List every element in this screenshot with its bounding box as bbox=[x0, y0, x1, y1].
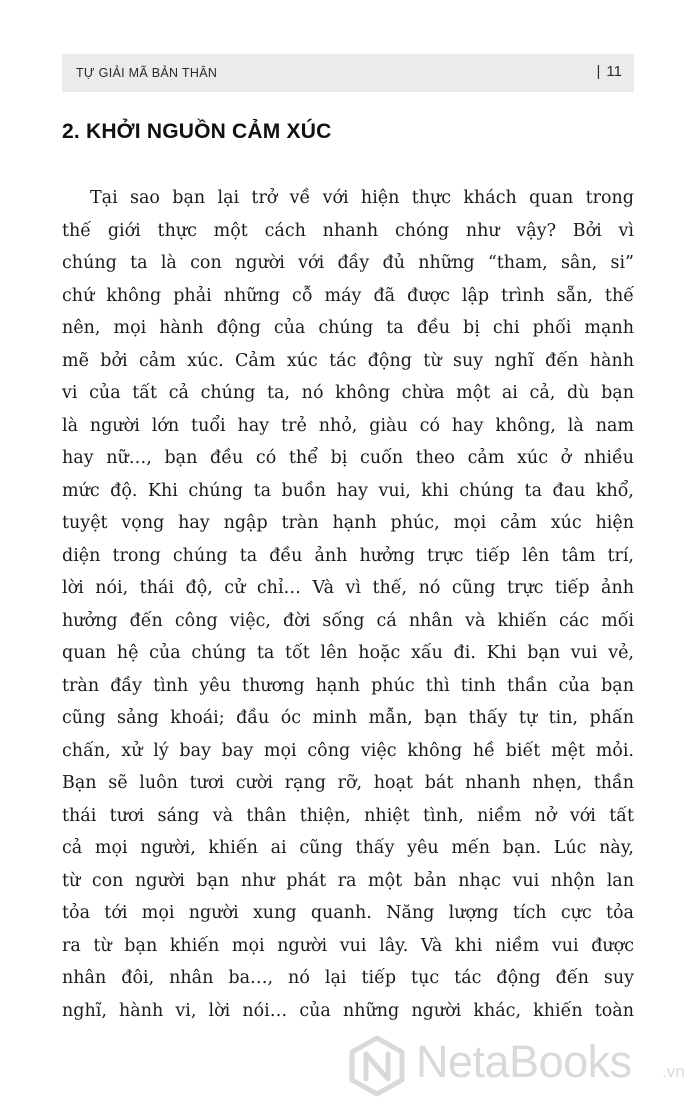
text-line: nên, mọi hành động của chúng ta đều bị chi phối mạnh bbox=[62, 318, 634, 338]
text-line: tuyệt vọng hay ngập tràn hạnh phúc, mọi cảm xúc hiện bbox=[62, 513, 634, 533]
text-line: lời nói, thái độ, cử chỉ… Và vì thế, nó cũng trực tiếp ảnh bbox=[62, 578, 634, 598]
watermark-tld: .vn bbox=[662, 1062, 685, 1081]
text-line: mẽ bởi cảm xúc. Cảm xúc tác động từ suy nghĩ đến hành bbox=[62, 350, 634, 371]
text-line: Bạn sẽ luôn tươi cười rạng rỡ, hoạt bát nhanh nhẹn, thần bbox=[62, 773, 634, 793]
text-line: là người lớn tuổi hay trẻ nhỏ, giàu có hay không, là nam bbox=[62, 415, 634, 436]
text-line: cũng sảng khoái; đầu óc minh mẫn, bạn thấy tự tin, phấn bbox=[62, 708, 634, 728]
header-separator: | bbox=[596, 63, 601, 80]
watermark-brand: NetaBooks bbox=[416, 1036, 632, 1087]
page-number: 11 bbox=[606, 63, 622, 80]
text-line: tràn đầy tình yêu thương hạnh phúc thì tinh thần của bạn bbox=[62, 675, 634, 696]
running-header bbox=[62, 54, 634, 92]
book-title: TỰ GIẢI MÃ BẢN THÂN bbox=[76, 66, 218, 80]
section-title: 2. KHỞI NGUỒN CẢM XÚC bbox=[62, 120, 332, 143]
text-line: chúng ta là con người với đầy đủ những “tham, sân, si” bbox=[62, 253, 634, 273]
text-line: diện trong chúng ta đều ảnh hưởng trực tiếp lên tâm trí, bbox=[62, 545, 634, 566]
text-line: quan hệ của chúng ta tốt lên hoặc xấu đi. Khi bạn vui vẻ, bbox=[62, 643, 634, 663]
text-line: cả mọi người, khiến ai cũng thấy yêu mến bạn. Lúc này, bbox=[62, 838, 634, 858]
text-line: hưởng đến công việc, đời sống cá nhân và khiến các mối bbox=[62, 610, 634, 631]
netabooks-watermark bbox=[346, 1030, 696, 1110]
text-line: nhân đôi, nhân ba…, nó lại tiếp tục tác động đến suy bbox=[62, 968, 634, 988]
page-number-block bbox=[597, 63, 622, 80]
text-line: thái tươi sáng và thân thiện, nhiệt tình, niềm nở với tất bbox=[62, 805, 634, 826]
body-paragraph bbox=[62, 182, 634, 1027]
text-line: chấn, xử lý bay bay mọi công việc không hề biết mệt mỏi. bbox=[62, 740, 634, 761]
text-line: Tại sao bạn lại trở về với hiện thực khách quan trong bbox=[90, 188, 634, 208]
text-line: ra từ bạn khiến mọi người vui lây. Và khi niềm vui được bbox=[62, 935, 634, 956]
text-line: tỏa tới mọi người xung quanh. Năng lượng tích cực tỏa bbox=[62, 903, 634, 923]
n-logo-icon bbox=[346, 1035, 408, 1097]
text-line: chứ không phải những cỗ máy đã được lập trình sẵn, thế bbox=[62, 285, 634, 306]
text-line: từ con người bạn như phát ra một bản nhạc vui nhộn lan bbox=[62, 870, 634, 891]
text-line: hay nữ…, bạn đều có thể bị cuốn theo cảm xúc ở nhiều bbox=[62, 448, 634, 468]
text-line: vi của tất cả chúng ta, nó không chừa một ai cả, dù bạn bbox=[62, 383, 634, 403]
text-line: mức độ. Khi chúng ta buồn hay vui, khi chúng ta đau khổ, bbox=[62, 480, 634, 501]
text-line: nghĩ, hành vi, lời nói… của những người khác, khiến toàn bbox=[62, 1000, 634, 1021]
text-line: thế giới thực một cách nhanh chóng như vậy? Bởi vì bbox=[62, 220, 634, 241]
